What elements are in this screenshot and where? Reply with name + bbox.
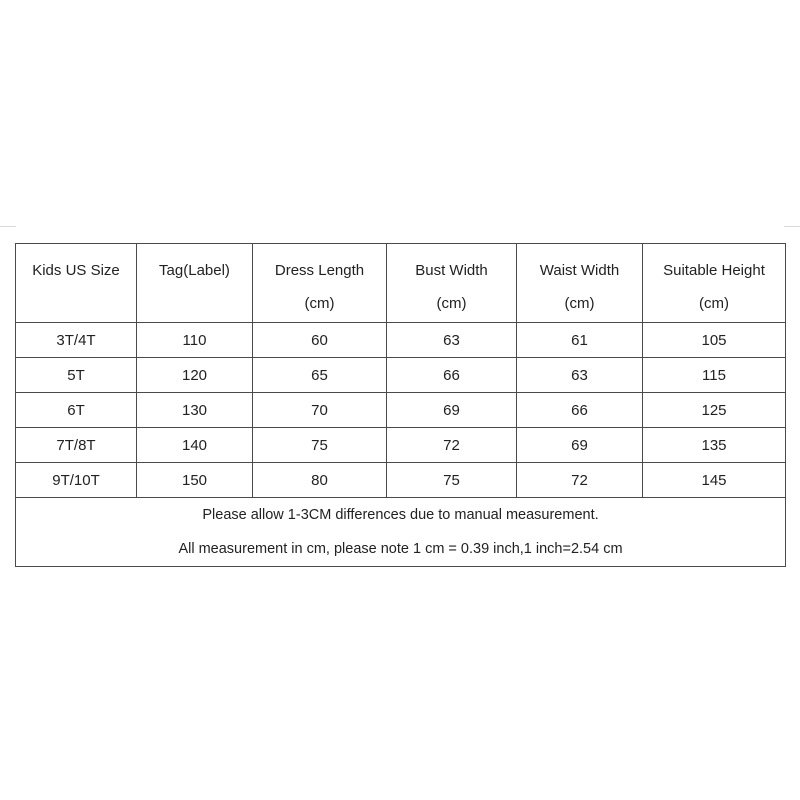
cell-bust-width: 72 [387,428,517,463]
cell-tag-label: 110 [137,323,253,358]
table-notes-row [16,498,786,567]
cell-tag-label: 140 [137,428,253,463]
table-row [16,358,786,393]
header-bust-width [387,244,517,323]
note-tolerance: Please allow 1-3CM differences due to manual measurement. [202,507,599,523]
cell-kids-us-size: 7T/8T [16,428,137,463]
cell-suitable-height: 115 [643,358,786,393]
cell-suitable-height: 105 [643,323,786,358]
cell-dress-length: 75 [253,428,387,463]
cell-suitable-height: 135 [643,428,786,463]
cell-bust-width: 63 [387,323,517,358]
header-tag-label [137,244,253,323]
header-label: Bust Width [415,262,488,279]
cell-waist-width: 69 [517,428,643,463]
size-chart-table [15,243,786,567]
left-edge-rule [0,226,16,227]
header-label: Kids US Size [32,262,120,279]
cell-kids-us-size: 3T/4T [16,323,137,358]
cell-tag-label: 130 [137,393,253,428]
cell-bust-width: 66 [387,358,517,393]
table-row [16,428,786,463]
header-unit: (cm) [699,295,729,312]
note-conversion: All measurement in cm, please note 1 cm = 0.39 inch,1 inch=2.54 cm [178,541,623,557]
cell-tag-label: 150 [137,463,253,498]
table-row [16,323,786,358]
cell-dress-length: 70 [253,393,387,428]
notes-cell [16,498,786,567]
header-waist-width [517,244,643,323]
right-edge-rule [784,226,800,227]
cell-kids-us-size: 6T [16,393,137,428]
header-label: Tag(Label) [159,262,230,279]
header-label: Suitable Height [663,262,765,279]
header-dress-length [253,244,387,323]
cell-dress-length: 80 [253,463,387,498]
header-unit: (cm) [436,295,467,312]
cell-waist-width: 66 [517,393,643,428]
table-header-row [16,244,786,323]
header-unit: (cm) [304,295,335,312]
cell-dress-length: 65 [253,358,387,393]
table-row [16,393,786,428]
cell-waist-width: 72 [517,463,643,498]
header-label: Waist Width [539,262,620,279]
cell-waist-width: 61 [517,323,643,358]
cell-suitable-height: 145 [643,463,786,498]
cell-waist-width: 63 [517,358,643,393]
cell-bust-width: 75 [387,463,517,498]
cell-kids-us-size: 9T/10T [16,463,137,498]
cell-tag-label: 120 [137,358,253,393]
header-unit: (cm) [564,295,595,312]
cell-bust-width: 69 [387,393,517,428]
cell-kids-us-size: 5T [16,358,137,393]
table-row [16,463,786,498]
cell-dress-length: 60 [253,323,387,358]
header-label: Dress Length [274,262,365,279]
header-suitable-height [643,244,786,323]
cell-suitable-height: 125 [643,393,786,428]
header-kids-us-size [16,244,137,323]
